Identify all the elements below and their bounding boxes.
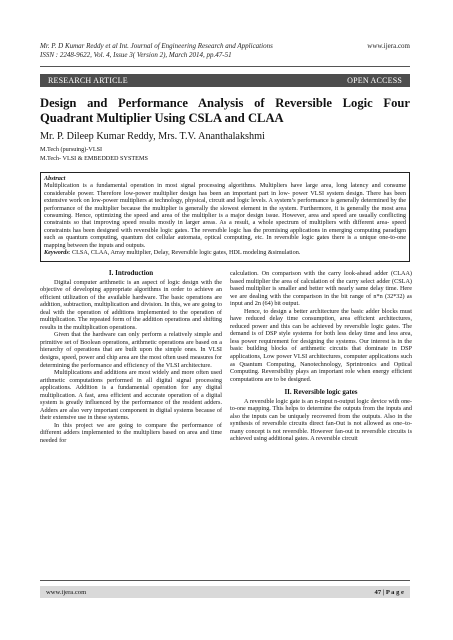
affiliation-2: M.Tech- VLSI & EMBEDDED SYSTEMS — [40, 155, 148, 162]
header-divider — [40, 66, 410, 67]
paper-authors: Mr. P. Dileep Kumar Reddy, Mrs. T.V. Ananthalakshmi — [40, 131, 265, 142]
article-type-label: RESEARCH ARTICLE — [48, 76, 128, 85]
keywords-label: Keywords — [44, 249, 69, 257]
journal-website-link[interactable]: www.ijera.com — [367, 42, 410, 50]
paper-title: Design and Performance Analysis of Reversible Logic Four Quadrant Multiplier Using CSLA and CLAA — [40, 96, 410, 125]
keywords-text: : CLSA, CLAA, Array multiplier, Delay, Reversible logic gates, HDL modeling &simulation. — [68, 249, 301, 257]
footer-website-link[interactable]: www.ijera.com — [46, 588, 87, 596]
open-access-label: OPEN ACCESS — [347, 76, 402, 85]
page-number: 47 | P a g e — [374, 588, 404, 596]
paragraph: calculation. On comparison with the carry look-ahead adder (CLAA) based multiplier the area of calculation of the carry select adder (CSLA) based multiplier is smaller and better with nearly same delay time. Here we are dealing with the comparison in the bit range of n*n (32*32) as input and 2n (64) bit output. — [230, 270, 412, 308]
section-heading-reversible-logic-gates: II. Reversible logic gates — [284, 388, 358, 397]
paragraph: Multiplications and additions are most widely and more often used arithmetic computations performed in all digital signal processing applications. Addition is a fundamental operation for any digital multiplication. A fast, area efficient and accurate operation of a digital system is greatly influenced by the performance of the resident adders. Adders are also very important component in digital systems because of their extensive use in these systems. — [40, 369, 222, 422]
abstract-box — [40, 172, 410, 262]
journal-header — [40, 42, 410, 60]
abstract-text: Multiplication is a fundamental operation in most signal processing algorithms. Multipliers have large area, long latency and consume considerable power. Therefore low-power multiplier design has been an important part in low- power VLSI system design. There has been extensive work on low-power multipliers at technology, physical, circuit and logic levels. A system’s performance is generally determined by the performance of the multiplier because the multiplier is generally the slowest element in the system. Furthermore, it is generally the most area consuming. Hence, optimizing the speed and area of the multiplier is a major design issue. However, area and speed are usually conflicting constraints so that improving speed results mostly in larger areas. As a result, a whole spectrum of multipliers with different area- speed constraints has been designed with reversible logic gates. The reversible logic has the promising applications in emerging computing paradigm such as quantum computing, quantum dot cellular automata, optical computing, etc. In reversible logic gates there is a unique one-to-one mapping between the inputs and outputs. — [44, 182, 406, 249]
paragraph: Given that the hardware can only perform a relatively simple and primitive set of Boolean operations, arithmetic operations are based on a hierarchy of operations that are built upon the simple ones. In VLSI designs, speed, power and chip area are the most often used measures for determining the performance and efficiency of the VLSI architecture. — [40, 331, 222, 369]
article-type-band — [40, 74, 410, 87]
abstract-heading: Abstract — [44, 175, 66, 182]
paragraph: Hence, to design a better architecture the basic adder blocks must have reduced delay time consumption, area efficient architectures, reduced power and this can be achieved by reversible logic gates. The demand is of DSP style systems for both less delay time and less area, less power requirement for designing the systems. Our interest is in the basic building blocks of arithmetic circuits that dominate in DSP applications, Low power VLSI architectures, computer applications such as Quantum Computing, Nanotechnology, Sprintronics and Optical Computing. Reversibility plays an important role when energy efficient computations are to be designed. — [230, 307, 412, 383]
journal-issn: ISSN : 2248-9622, Vol. 4, Issue 3( Version 2), March 2014, pp.47-51 — [40, 51, 232, 59]
paragraph: Digital computer arithmetic is an aspect of logic design with the objective of developing appropriate algorithms in order to achieve an efficient utilization of the available hardware. The basic operations are addition, subtraction, multiplication and division. In this, we are going to deal with the operation of additions implemented to the operation of multiplication. The repeated form of the addition operations and shifting results in the multiplication operations. — [40, 278, 222, 331]
paragraph: In this project we are going to compare the performance of different adders implemented to the multipliers based on area and time needed for — [40, 421, 222, 445]
journal-citation: Mr. P. D Kumar Reddy et al Int. Journal of Engineering Research and Applications — [40, 42, 273, 50]
left-column — [40, 270, 222, 575]
footer-divider — [40, 580, 410, 581]
paragraph: A reversible logic gate is an n-input n-output logic device with one-to-one mapping. This helps to determine the outputs from the inputs and also the inputs can be uniquely recovered from the outputs. Also in the synthesis of reversible circuits direct fan-Out is not allowed as one–to-many concept is not reversible. However fan-out in reversible circuits is achieved using additional gates. A reversible circuit — [230, 397, 412, 443]
right-column — [230, 270, 412, 575]
page-footer — [40, 586, 410, 598]
section-heading-introduction: I. Introduction — [108, 270, 154, 277]
affiliation-1: M.Tech (pursuing)-VLSI — [40, 146, 103, 153]
